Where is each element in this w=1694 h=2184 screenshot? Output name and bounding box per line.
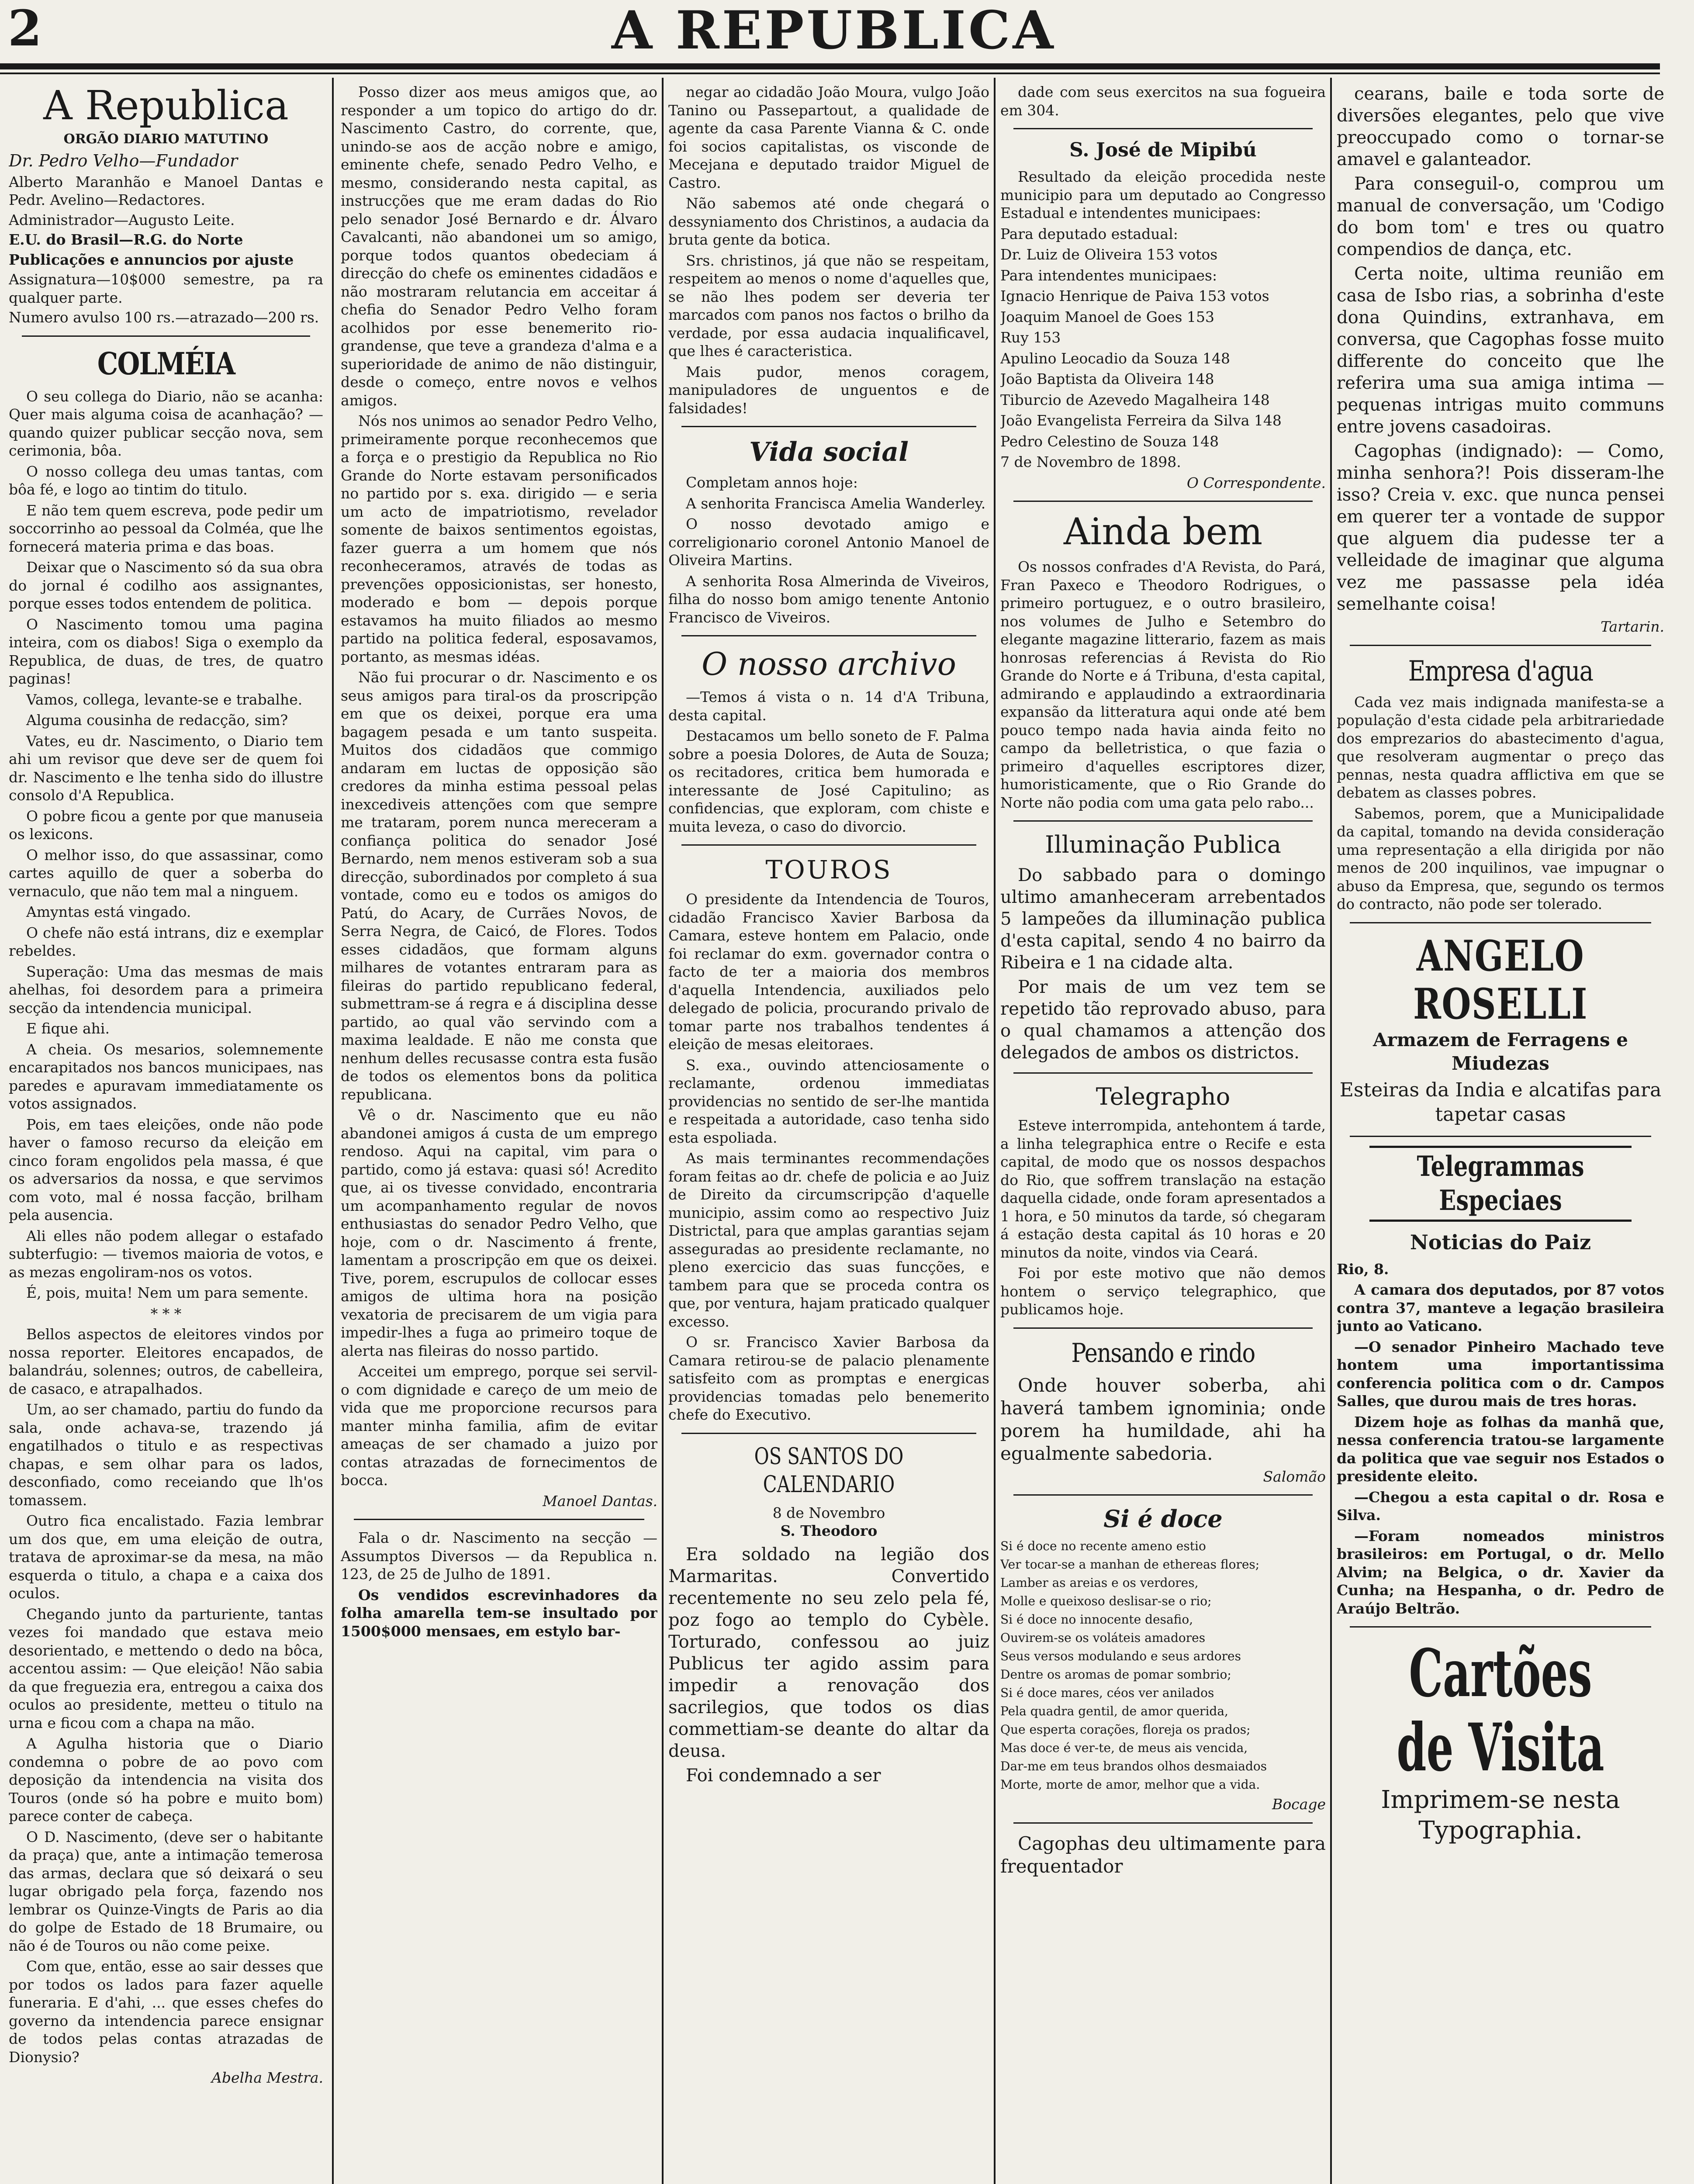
- poem-line: Morte, morte de amor, melhor que a vida.: [1000, 1777, 1260, 1792]
- paragraph: O pobre ficou a gente por que manuseia os lexicons.: [9, 807, 323, 843]
- separator: [681, 635, 976, 636]
- admin-line: Administrador—Augusto Leite.: [9, 211, 235, 228]
- paper-subtitle: ORGÃO DIARIO MATUTINO: [63, 131, 269, 147]
- list-item: João Baptista da Oliveira 148: [1000, 370, 1214, 387]
- paragraph: Superação: Uma das mesmas de mais ahelhas, foi desordem para a primeira secção da intendencia municipal.: [9, 963, 323, 1016]
- poem-line: Pela quadra gentil, de amor querida,: [1000, 1704, 1228, 1718]
- poem-line: Que esperta corações, floreja os prados;: [1000, 1722, 1251, 1737]
- paragraph: O nosso devotado amigo e correligionario coronel Antonio Manoel de Oliveira Martins.: [668, 515, 989, 569]
- section-heading-telegrapho: Telegrapho: [1096, 1083, 1231, 1110]
- paragraph: Sabemos, porem, que a Municipalidade da capital, tomando na devida consideração uma representação a ella dirigida por não menos de 200 inquilinos, vae impugnar o abuso da Empresa, que, segundo os termos do contracto, não pode ser tolerado.: [1337, 805, 1664, 912]
- paragraph: Srs. christinos, já que não se respeitam, respeitem ao menos o nome d'aquelles que, se não lhes podem ser deveria ter marcados com panos nos factos o brilho da verdade, por essa audacia inqualificavel, que lhes é caracteristica.: [668, 252, 989, 359]
- paragraph: Certa noite, ultima reunião em casa de Isbo rias, a sobrinha d'este dona Quindins, extranhava, em conversa, que Cagophas fosse muito differente do conceito que lhe referira uma sua amiga intima — pequenas intrigas muito communs entre jovens casadoiras.: [1337, 264, 1664, 437]
- signature: Manoel Dantas.: [543, 1492, 657, 1510]
- advert-line: Imprimem-se nesta: [1381, 1786, 1620, 1814]
- signature: Abelha Mestra.: [211, 2069, 323, 2086]
- paragraph: Mais pudor, menos coragem, manipuladores de unguentos e de falsidades!: [668, 363, 989, 417]
- section-heading-pensando: Pensando e rindo: [1071, 1337, 1255, 1368]
- list-item: Tiburcio de Azevedo Magalheira 148: [1000, 391, 1270, 408]
- paragraph: Foi condemnado a ser: [686, 1765, 881, 1786]
- poem-line: Si é doce no innocente desafio,: [1000, 1612, 1193, 1627]
- column-3: [668, 83, 989, 2184]
- separator: [681, 1433, 976, 1434]
- section-heading-empresa: Empresa d'agua: [1408, 655, 1593, 688]
- section-heading-colmeia: COLMÉIA: [97, 345, 235, 382]
- separator: [1013, 501, 1313, 502]
- advert-cartoes-de-visita: [1337, 1636, 1664, 1846]
- masthead-title: A REPUBLICA: [612, 0, 1056, 61]
- poem-line: Si é doce no recente ameno estio: [1000, 1539, 1206, 1553]
- section-heading-ainda-bem: Ainda bem: [1063, 510, 1263, 553]
- paragraph: Alguma cousinha de redacção, sim?: [26, 712, 288, 729]
- paragraph: Cagophas deu ultimamente para frequentador: [1000, 1832, 1326, 1877]
- paragraph: Vê o dr. Nascimento que eu não abandonei amigos á custa de um emprego rendoso. Aqui na capital, vim para o partido, como já estava: quasi só! Acredito que, ai os tivesse convidado, encontraria um acompanhamento regular de novos enthusiastas do senador Pedro Velho, que hoje, com o dr. Nascimento á frente, lamentam a proscripção em que os deixei. Tive, porem, escrupulos de collocar esses amigos de ultima hora na posição vexatoria de precisarem de um vigia para impedir-lhes a fuga ao primeiro toque de alerta nas fileiras do nosso partido.: [341, 1106, 657, 1359]
- paragraph: A Agulha historia que o Diario condemna o pobre de ao povo com deposição da intendencia na visita dos Touros (onde só ha pobre e muito bom) parece conter de cabeça.: [9, 1735, 323, 1825]
- section-heading-illuminacao: Illuminação Publica: [1045, 831, 1281, 858]
- paragraph: Os nossos confrades d'A Revista, do Pará, Fran Paxeco e Theodoro Rodrigues, o primeiro portuguez, e o outro brasileiro, nos volumes de Julho e Setembro do elegante magazine litterario, fazem as mais honrosas referencias á Revista do Rio Grande do Norte e á Tribuna, d'esta capital, admirando e applaudindo a extraordinaria expansão da litteratura aqui onde até bem pouco tempo nada havia ainda feito no campo da belletristica, o que fazia o primeiro d'aquelles escriptores dizer, humoristicamente, que o Rio Grande do Norte não podia com uma gata pelo rabo...: [1000, 558, 1326, 811]
- ads-line: Publicações e annuncios por ajuste: [9, 251, 294, 268]
- paragraph: Cada vez mais indignada manifesta-se a população d'esta cidade pela arbitrariedade dos emprezarios do abastecimento d'agua, que resolveram augmentar o preço das pennas, nesta quadra afflictiva em que se debatem as classes pobres.: [1337, 693, 1664, 801]
- list-item: Joaquim Manoel de Goes 153: [1000, 308, 1214, 325]
- paragraph: Onde houver soberba, ahi haverá tambem ignominia; onde porem ha humildade, ahi ha egualmente sabedoria.: [1000, 1374, 1326, 1464]
- separator: [681, 844, 976, 846]
- paragraph: Dizem hoje as folhas da manhã que, nessa conferencia tratou-se largamente da politica que vae seguir nos Estados o presidente eleito.: [1337, 1413, 1664, 1485]
- paragraph: Vamos, collega, levante-se e trabalhe.: [26, 691, 303, 708]
- paragraph: Bellos aspectos de eleitores vindos por nossa reporter. Eleitores encapados, de balandráu, solennes; outros, de cabelleira, de casaco, e atrapalhados.: [9, 1326, 323, 1397]
- section-heading-touros: TOUROS: [765, 855, 892, 885]
- paragraph: Ali elles não podem allegar o estafado subterfugio: — tivemos maioria de votos, e as mezas engoliram-nos os votos.: [9, 1227, 323, 1281]
- top-rule-thin: [0, 73, 1660, 74]
- paragraph: Um, ao ser chamado, partiu do fundo da sala, onde achava-se, trazendo já engatilhados o titulo e as respectivas chapas, e sem olhar para os lados, desconfiado, como receiando que lh'os tomassem.: [9, 1401, 323, 1509]
- signature: Bocage: [1272, 1796, 1326, 1813]
- paragraph: E não tem quem escreva, pode pedir um soccorrinho ao pessoal da Colméa, que lhe fornecerá materia prima e das boas.: [9, 501, 323, 555]
- separator: [1013, 1494, 1313, 1496]
- paragraph: A senhorita Rosa Almerinda de Viveiros, filha do nosso bom amigo tenente Antonio Francisco de Viveiros.: [668, 572, 989, 626]
- paragraph: Pois, em taes eleições, onde não pode haver o famoso recurso da eleição em cinco foram engolidos pela massa, é que os adversarios da nossa, e que servimos com voto, mal é nossa facção, brilham pela ausencia.: [9, 1116, 323, 1223]
- paragraph: Os vendidos escrevinhadores da folha amarella tem-se insultado por 1500$000 mensaes, em estylo bar-: [341, 1586, 657, 1640]
- paragraph: Vates, eu dr. Nascimento, o Diario tem ahi um revisor que deve ser de quem foi dr. Nascimento e lhe tenha sido do illustre consolo d'A Republica.: [9, 732, 323, 804]
- santos-date: 8 de Novembro: [772, 1504, 885, 1521]
- paragraph: Não fui procurar o dr. Nascimento e os seus amigos para tiral-os da proscripção em que os deixei, porque era uma bagagem pesada e um tanto suspeita. Muitos dos cidadãos que commigo andaram em luctas de opposição são credores da minha estima pessoal pelas inexcediveis attenções com que sempre me trataram, porem nunca mereceram a confiança politica do senador José Bernardo, nem menos estiveram sob a sua direcção, subordinados por completo á sua vontade, como eu e todos os amigos do Patú, do Acary, de Currães Novos, de Serra Negra, de Caicó, de Flores. Todos esses cidadãos, que formam alguns milhares de votantes entraram para as fileiras do partido republicano federal, submettram-se á regra e á disciplina desse partido, ao qual vão servindo com a maxima lealdade. E não me consta que nenhum delles recusasse contra esta fusão de todos os elementos bons da politica republicana.: [341, 669, 657, 1103]
- list-item: Para intendentes municipaes:: [1000, 266, 1217, 284]
- section-heading-vida-social: Vida social: [749, 437, 909, 467]
- column-4: [1000, 83, 1326, 2184]
- paragraph: negar ao cidadão João Moura, vulgo João Tanino ou Passepartout, a qualidade de agente da casa Parente Vianna & C. onde foi socios capitalistas, os visconde de Mecejana e deputado traidor Miguel de Castro.: [668, 83, 989, 191]
- poem-line: Lamber as areias e os verdores,: [1000, 1576, 1199, 1590]
- separator: [1350, 645, 1651, 646]
- address-line: E.U. do Brasil—R.G. do Norte: [9, 231, 243, 248]
- paper-name: A Republica: [43, 83, 289, 129]
- paragraph: O Nascimento tomou uma pagina inteira, com os diabos! Siga o exemplo da Republica, de duas, de tres, de quatro paginas!: [9, 615, 323, 687]
- paragraph: As mais terminantes recommendações foram feitas ao dr. chefe de policia e ao Juiz de Direito da circumscripção d'aquelle municipio, assim como ao respectivo Juiz Districtal, para que amplas garantias sejam asseguradas ao presidente reclamante, no pleno exercicio das suas funcções, e tambem para que se proceda contra os que, por ventura, hajam praticado qualquer excesso.: [668, 1150, 989, 1330]
- paragraph: Não sabemos até onde chegará o dessyniamento dos Christinos, a audacia da bruta gente da botica.: [668, 195, 989, 248]
- paragraph: O seu collega do Diario, não se acanha: Quer mais alguma coisa de acanhação? — quando quizer publicar secção nova, sem cerimonia, bôa.: [9, 387, 323, 459]
- paragraph: Cagophas (indignado): — Como, minha senhora?! Pois disseram-lhe isso? Creia v. exc. que nunca pensei em querer ter a vontade de suppor que alguem dia pudesse ter a velleidade de imaginar que alguma vez me passasse pela idéa semelhante coisa!: [1337, 441, 1664, 614]
- paragraph: —O senador Pinheiro Machado teve hontem uma importantissima conferencia politica com o dr. Campos Salles, que durou mais de tres horas.: [1337, 1338, 1664, 1410]
- paragraph: Fala o dr. Nascimento na secção — Assumptos Diversos — da Republica n. 123, de 25 de Julho de 1891.: [341, 1529, 657, 1583]
- advert-line: Esteiras da India e alcatifas para tapetar casas: [1339, 1078, 1662, 1126]
- paragraph: Esteve interrompida, antehontem á tarde, a linha telegraphica entre o Recife e esta capital, de modo que os nossos despachos do Rio, que soffrem translação na estação daquella cidade, onde foram apresentados a 1 hora, e 50 minutos da tarde, só chegaram á estação desta capital ás 10 horas e 20 minutos da noite, vindos via Ceará.: [1000, 1117, 1326, 1261]
- advert-angelo-roselli: [1337, 932, 1664, 1127]
- signature: Tartarin.: [1601, 618, 1664, 635]
- advert-line: Armazem de Ferragens e Miudezas: [1372, 1029, 1628, 1074]
- poem-line: Ver tocar-se a manhan de ethereas flores;: [1000, 1557, 1260, 1572]
- separator: [1350, 1626, 1651, 1628]
- paragraph: dade com seus exercitos na sua fogueira em 304.: [1000, 83, 1326, 119]
- paragraph: A cheia. Os mesarios, solemnemente encarapitados nos bancos municipaes, nas paredes e apuravam immediatamente os votos assignados.: [9, 1040, 323, 1112]
- column-divider: [662, 78, 664, 2184]
- page-number: 2: [8, 0, 42, 57]
- paragraph: O chefe não está intrans, diz e exemplar rebeldes.: [9, 924, 323, 959]
- signature: O Correspondente.: [1186, 474, 1326, 491]
- separator: [354, 1519, 644, 1520]
- paragraph: cearans, baile e toda sorte de diversões elegantes, pelo que vive preoccupado como o tornar-se amavel e galanteador.: [1337, 84, 1664, 169]
- star-separator: * * *: [150, 1305, 182, 1322]
- paragraph: Rio, 8.: [1337, 1260, 1389, 1278]
- column-divider: [332, 78, 334, 2184]
- separator: [1350, 922, 1651, 923]
- list-item: Pedro Celestino de Souza 148: [1000, 432, 1219, 450]
- top-rule: [0, 63, 1660, 69]
- paragraph: O sr. Francisco Xavier Barbosa da Camara retirou-se de palacio plenamente satisfeito com as promptas e energicas providencias tomadas pelo benemerito chefe do Executivo.: [668, 1334, 989, 1423]
- telegrammas-subheading: Noticias do Paiz: [1410, 1230, 1591, 1254]
- section-heading-santos: OS SANTOS DO CALENDARIO: [754, 1443, 904, 1498]
- paragraph: E fique ahi.: [26, 1020, 110, 1037]
- poem-line: Dar-me em teus brandos olhos desmaiados: [1000, 1759, 1267, 1773]
- founder-line: Dr. Pedro Velho—Fundador: [9, 151, 238, 170]
- paragraph: Completam annos hoje:: [686, 474, 858, 491]
- advert-name: ANGELO ROSELLI: [1413, 931, 1588, 1029]
- paragraph: S. exa., ouvindo attenciosamente o reclamante, ordenou immediatas providencias no sentido de ser-lhe mantida e respeitada a autoridade, caso tenha sido esta espoliada.: [668, 1056, 989, 1146]
- separator: [1350, 1136, 1651, 1137]
- poem-line: Ouvirem-se os voláteis amadores: [1000, 1631, 1206, 1645]
- paragraph: É, pois, muita! Nem um para semente.: [26, 1284, 309, 1301]
- list-item: 7 de Novembro de 1898.: [1000, 453, 1181, 470]
- paragraph: A camara dos deputados, por 87 votos contra 37, manteve a legação brasileira junto ao Vaticano.: [1337, 1281, 1664, 1334]
- signature: Salomão: [1263, 1468, 1326, 1485]
- santos-saint: S. Theodoro: [780, 1522, 878, 1539]
- paragraph: Por mais de um vez tem se repetido tão reprovado abuso, para o qual chamamos a attenção dos delegados de ambos os districtos.: [1000, 977, 1326, 1063]
- paragraph: O D. Nascimento, (deve ser o habitante da praça) que, ante a intimação temerosa das armas, declara que só deixará o seu lugar obrigado pela força, fazendo nos lembrar os Quinze-Vingts de Paris ao dia do golpe de Estado de 18 Brumaire, ou não é de Touros ou não come peixe.: [9, 1828, 323, 1954]
- paragraph: Do sabbado para o domingo ultimo amanheceram arrebentados 5 lampeões da illuminação publica d'esta capital, sendo 4 no bairro da Ribeira e 1 na cidade alta.: [1000, 865, 1326, 973]
- paragraph: —Foram nomeados ministros brasileiros: em Portugal, o dr. Mello Alvim; na Belgica, o dr. Xavier da Cunha; na Hespanha, o dr. Pedro de Araújo Beltrão.: [1337, 1527, 1664, 1617]
- poem-line: Seus versos modulando e seus ardores: [1000, 1649, 1241, 1663]
- column-2: [341, 83, 657, 2184]
- paper-masthead-box: [9, 83, 323, 327]
- separator: [1013, 128, 1313, 129]
- advert-line: Typographia.: [1418, 1816, 1583, 1845]
- section-heading-archivo: O nosso archivo: [702, 646, 956, 682]
- poem-line: Si é doce mares, céos ver anilados: [1000, 1686, 1214, 1700]
- separator: [1013, 1327, 1313, 1329]
- paragraph: —Temos á vista o n. 14 d'A Tribuna, desta capital.: [668, 688, 989, 724]
- separator: [681, 426, 976, 427]
- section-heading-jose-mipibu: S. José de Mipibú: [1069, 139, 1257, 161]
- list-item: Ignacio Henrique de Paiva 153 votos: [1000, 287, 1269, 304]
- poem-line: Dentre os aromas de pomar sombrio;: [1000, 1667, 1231, 1682]
- paragraph: Chegando junto da parturiente, tantas vezes foi mandado que estava meio desorientado, e mettendo o dedo na bôca, accentou assim: — Que eleição! Não sabia da que freguezia era, entregou a caixa dos oculos ao presidente, metteu o titulo na urna e ficou com a chapa na mão.: [9, 1605, 323, 1731]
- section-heading-si-e-doce: Si é doce: [1103, 1505, 1223, 1533]
- separator: [1013, 1822, 1313, 1824]
- paragraph: Posso dizer aos meus amigos que, ao responder a um topico do artigo do dr. Nascimento Castro, do corrente, que, unindo-se aos de acção nobre e amigo, eminente chefe, senado Pedro Velho, e mesmo, considerando nesta capital, as instrucções que me eram dadas do Rio pelo senador José Bernardo e dr. Álvaro Cavalcanti, não abandonei um so amigo, porque todos quantos obedeciam á direcção do chefe os eminentes cidadãos e não mostraram relutancia em acceitar á chefia do Senador Pedro Velho foram acolhidos por esse benemerito rio-grandense, que teve a grandeza d'alma e a superioridade de animo de não distinguir, desde o começo, entre novos e velhos amigos.: [341, 83, 657, 409]
- poem-line: Molle e queixoso deslisar-se o rio;: [1000, 1594, 1212, 1608]
- list-item: Apulino Leocadio da Souza 148: [1000, 349, 1230, 367]
- advert-name: Cartões de Visita: [1397, 1635, 1604, 1786]
- editors-line: Alberto Maranhão e Manoel Dantas e Pedr. Avelino—Redactores.: [9, 173, 323, 208]
- subscription-line: Assignatura—10$000 semestre, pa ra qualquer parte.: [9, 271, 323, 306]
- poem-line: Mas doce é ver-te, de meus ais vencida,: [1000, 1741, 1248, 1755]
- column-5: [1337, 83, 1664, 2184]
- column-divider: [1330, 78, 1332, 2184]
- paragraph: O presidente da Intendencia de Touros, cidadão Francisco Xavier Barbosa da Camara, esteve hontem em Palacio, onde foi reclamar do exm. governador contra o facto de ter a maioria dos membros d'aquella Intendencia, auxiliados pelo delegado de policia, procurando privalo de tomar parte nos trabalhos tendentes á eleição de mesas eleitoraes.: [668, 891, 989, 1053]
- paragraph: Resultado da eleição procedida neste municipio para um deputado ao Congresso Estadual e intendentes municipaes:: [1000, 168, 1326, 221]
- paragraph: Foi por este motivo que não demos hontem o serviço telegraphico, que publicamos hoje.: [1000, 1265, 1326, 1318]
- paragraph: O melhor isso, do que assassinar, como cartes aquillo de quer a soberba do vernaculo, que não tem mal a ninguem.: [9, 846, 323, 900]
- list-item: Para deputado estadual:: [1000, 225, 1178, 242]
- paragraph: Deixar que o Nascimento só da sua obra do jornal é codilho aos assignantes, porque esses todos entendem de politica.: [9, 559, 323, 612]
- list-item: Dr. Luiz de Oliveira 153 votos: [1000, 246, 1218, 263]
- paragraph: —Chegou a esta capital o dr. Rosa e Silva.: [1337, 1488, 1664, 1524]
- paragraph: Destacamos um bello soneto de F. Palma sobre a poesia Dolores, de Auta de Souza; os recitadores, critica bem humorada e interessante de José Capitulino; as confidencias, que exploram, com chiste e muita leveza, o caso do divorcio.: [668, 727, 989, 835]
- paragraph: Para conseguil-o, comprou um manual de conversação, um 'Codigo do bom tom' e tres ou quatro compendios de dança, etc.: [1337, 174, 1664, 259]
- paragraph: A senhorita Francisca Amelia Wanderley.: [686, 494, 986, 512]
- separator: [22, 335, 310, 337]
- paragraph: O nosso collega deu umas tantas, com bôa fé, e logo ao tintim do titulo.: [9, 463, 323, 498]
- section-heading-telegrammas: Telegrammas Especiaes: [1369, 1146, 1632, 1222]
- single-copy-line: Numero avulso 100 rs.—atrazado—200 rs.: [9, 309, 319, 326]
- column-divider: [994, 78, 996, 2184]
- paragraph: Amyntas está vingado.: [26, 903, 191, 920]
- separator: [1013, 1072, 1313, 1074]
- paragraph: Acceitei um emprego, porque sei servil-o com dignidade e careço de um meio de vida que me proporcione recursos para manter minha familia, afim de evitar ameaças de ser chamado a juizo por contas atrazadas de fornecimentos de bocca.: [341, 1363, 657, 1489]
- paragraph: Nós nos unimos ao senador Pedro Velho, primeiramente porque reconhecemos que a força e o prestigio da Republica no Rio Grande do Norte estavam personificados no partido por s. exa. dirigido — e seria um acto de impatriotismo, revelador somente de baixos sentimentos egoistas, fazer guerra a um homem que nós reconheceramos, através de todas as prevenções opposicionistas, ser honesto, moderado e bom — depois porque estavamos ha muito filiados ao mesmo partido na politica federal, esposavamos, portanto, as mesmas idéas.: [341, 412, 657, 665]
- list-item: João Evangelista Ferreira da Silva 148: [1000, 412, 1282, 429]
- paragraph: Com que, então, esse ao sair desses que por todos os lados para fazer aquelle funeraria. E d'ahi, ... que esses chefes do governo da intendencia parece ensignar de todos pelas contas atrazadas de Dionysio?: [9, 1958, 323, 2066]
- column-1: [9, 83, 323, 2184]
- list-item: Ruy 153: [1000, 329, 1061, 346]
- paragraph: Outro fica encalistado. Fazia lembrar um dos que, em uma eleição de outra, tratava de aproximar-se da mesa, na mão esquerda o titulo, a chapa e a caixa dos oculos.: [9, 1512, 323, 1602]
- separator: [1013, 820, 1313, 822]
- paragraph: Era soldado na legião dos Marmaritas. Convertido recentemente no seu zelo pela fé, poz fogo ao templo do Cybèle. Torturado, confessou ao juiz Publicus ter agido assim para impedir a renovação dos sacrilegios, que todos os dias commettiam-se deante do altar da deusa.: [668, 1544, 989, 1761]
